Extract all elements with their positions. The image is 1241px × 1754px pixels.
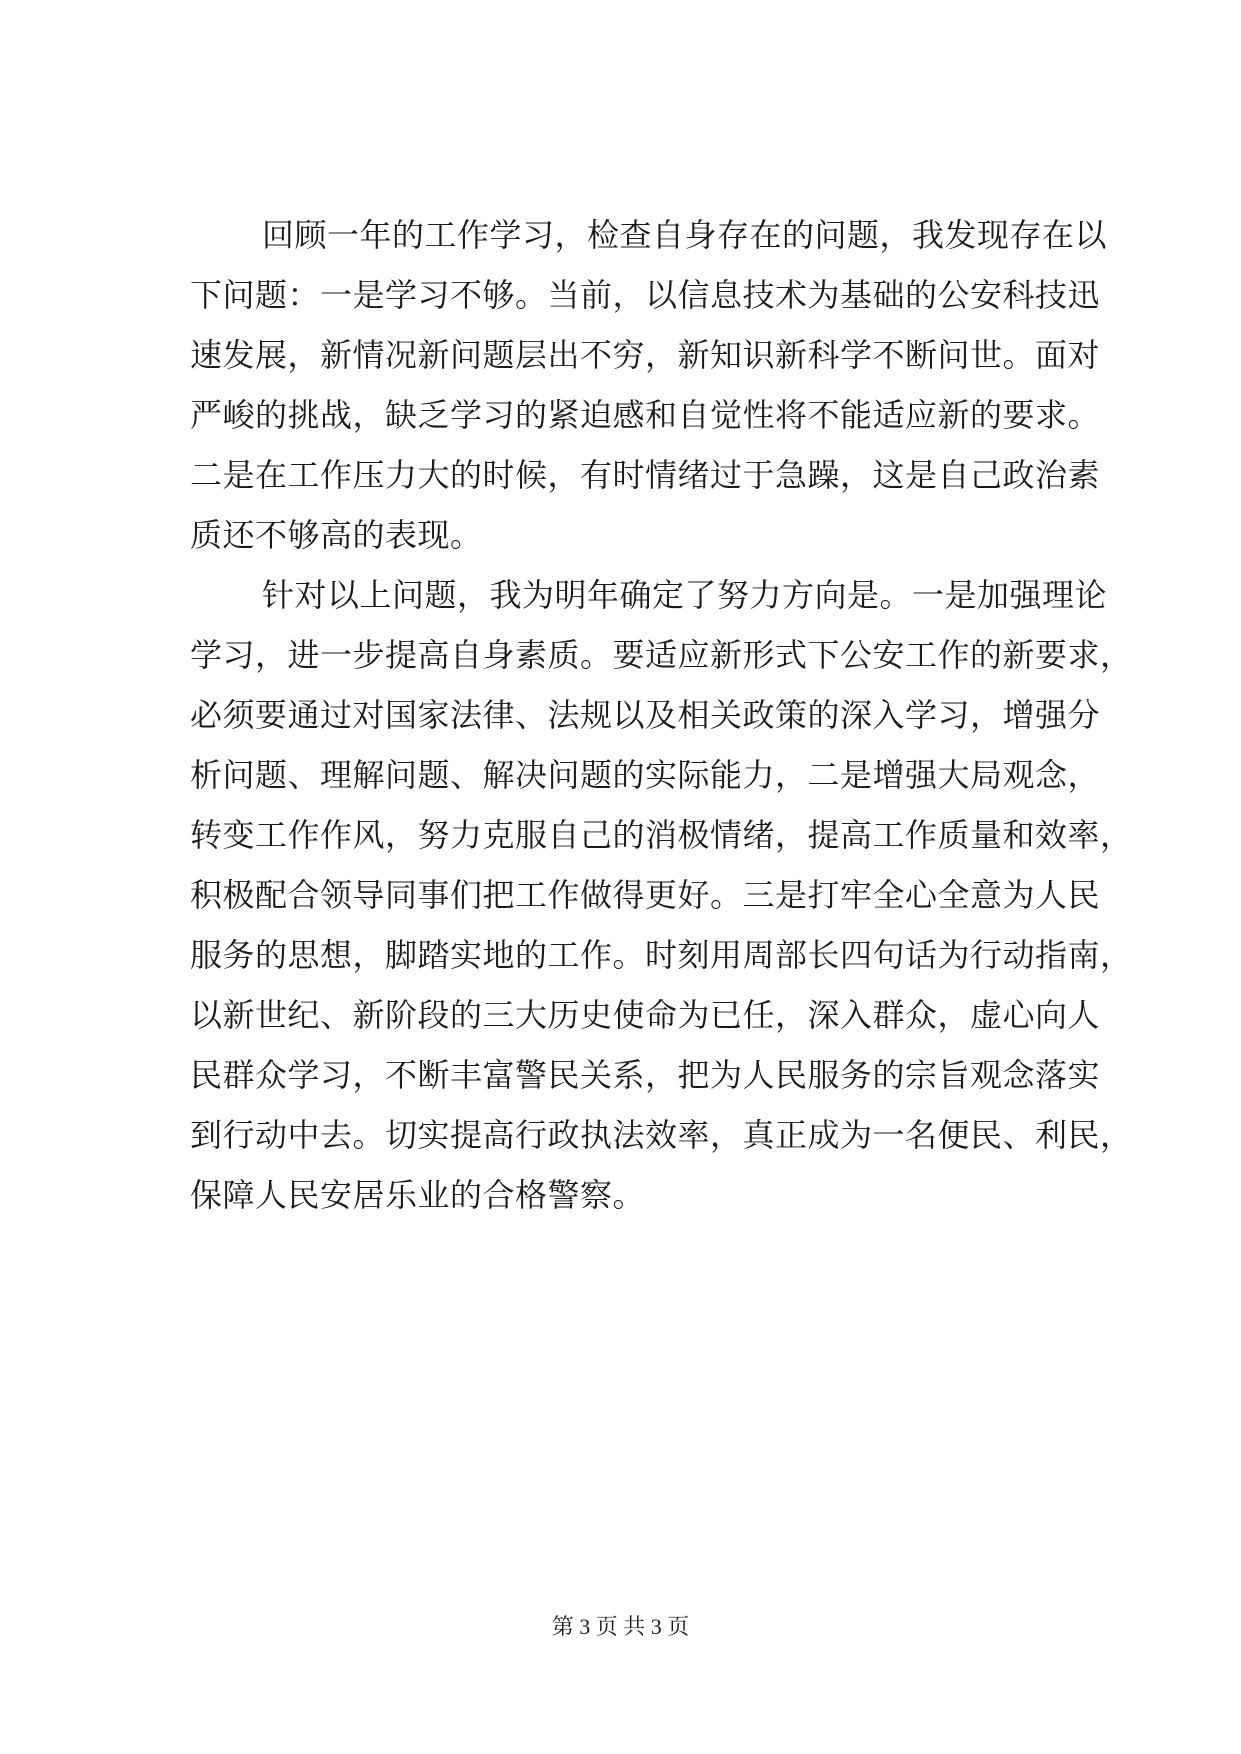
paragraph-line: 服务的思想，脚踏实地的工作。时刻用周部长四句话为行动指南， (190, 936, 1133, 974)
paragraph-line: 速发展，新情况新问题层出不穷，新知识新科学不断问世。面对 (190, 336, 1101, 374)
paragraph-line: 针对以上问题，我为明年确定了努力方向是。一是加强理论 (262, 576, 1108, 614)
paragraph-line: 学习，进一步提高自身素质。要适应新形式下公安工作的新要求， (190, 636, 1133, 674)
paragraph-line: 以新世纪、新阶段的三大历史使命为已任，深入群众，虚心向人 (190, 996, 1101, 1034)
document-body (190, 205, 1133, 1225)
paragraph-line: 必须要通过对国家法律、法规以及相关政策的深入学习，增强分 (190, 696, 1101, 734)
page-number-footer: 第 3 页 共 3 页 (551, 1614, 690, 1639)
paragraph-line: 到行动中去。切实提高行政执法效率，真正成为一名便民、利民， (190, 1116, 1133, 1154)
paragraph-2 (190, 565, 1133, 1225)
paragraph-line: 回顾一年的工作学习，检查自身存在的问题，我发现存在以 (262, 216, 1108, 254)
paragraph-line: 下问题：一是学习不够。当前，以信息技术为基础的公安科技迅 (190, 276, 1101, 314)
paragraph-line: 转变工作作风，努力克服自己的消极情绪，提高工作质量和效率， (190, 816, 1133, 854)
paragraph-line: 民群众学习，不断丰富警民关系，把为人民服务的宗旨观念落实 (190, 1056, 1101, 1094)
paragraph-line: 保障人民安居乐业的合格警察。 (190, 1176, 646, 1214)
paragraph-line: 积极配合领导同事们把工作做得更好。三是打牢全心全意为人民 (190, 876, 1101, 914)
paragraph-line: 二是在工作压力大的时候，有时情绪过于急躁，这是自己政治素 (190, 456, 1101, 494)
paragraph-1 (190, 205, 1108, 565)
paragraph-line: 质还不够高的表现。 (190, 516, 483, 554)
paragraph-line: 析问题、理解问题、解决问题的实际能力，二是增强大局观念， (190, 756, 1101, 794)
paragraph-line: 严峻的挑战，缺乏学习的紧迫感和自觉性将不能适应新的要求。 (190, 396, 1101, 434)
